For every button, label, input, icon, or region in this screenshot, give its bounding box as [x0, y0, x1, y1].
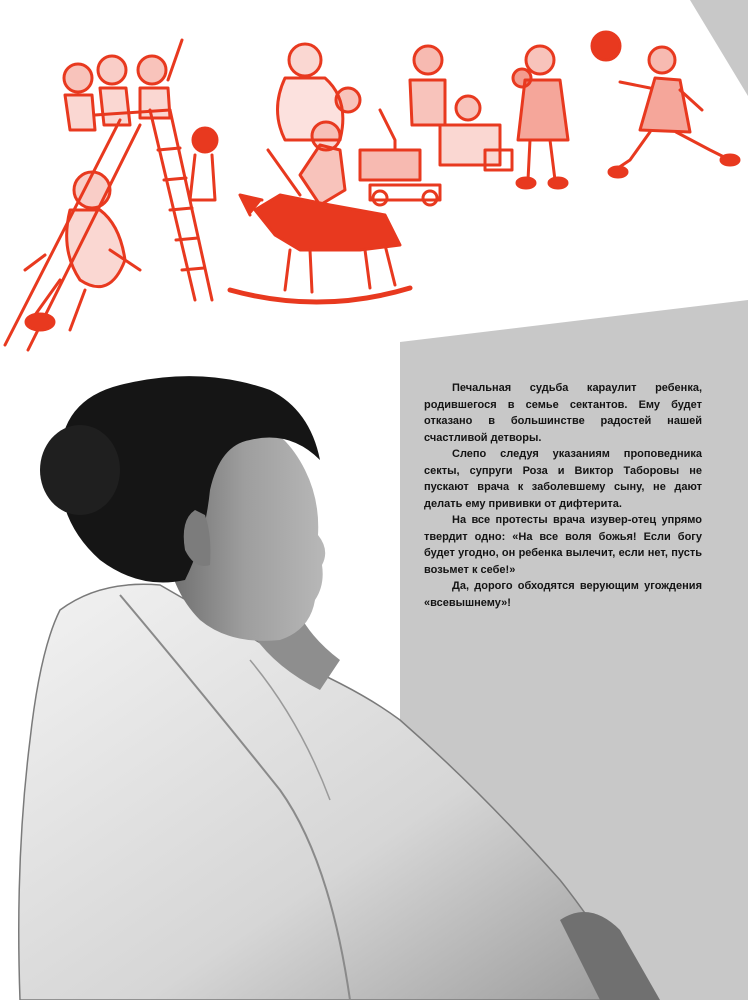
article-paragraph: Да, дорого обходятся верующим угождения «всевышнему»! [424, 580, 702, 609]
girl-with-doll-drawing [513, 46, 568, 188]
ball-drawing [592, 32, 620, 60]
kids-at-cart-drawing [410, 46, 512, 170]
child-sliding-drawing [25, 172, 140, 330]
running-girl-drawing [609, 47, 739, 177]
article-paragraph: Слепо следуя указаниям проповедника секты, супруги Роза и Виктор Таборовы не пускают врача к заболевшему сыну, не дают делать ему прививки от дифтерита. [424, 448, 702, 510]
article-text [424, 380, 702, 611]
article-paragraph: Печальная судьба караулит ребенка, родившегося в семье сектантов. Ему будет отказано в большинстве радостей нашей счастливой детворы. [424, 382, 702, 444]
article-paragraph: На все протесты врача изувер-отец упрямо твердит одно: «На все воля божья! Если богу будет угодно, он ребенка вылечит, если нет, пусть возьмет к себе!» [424, 514, 702, 576]
kindergarten-illustration [0, 0, 748, 380]
